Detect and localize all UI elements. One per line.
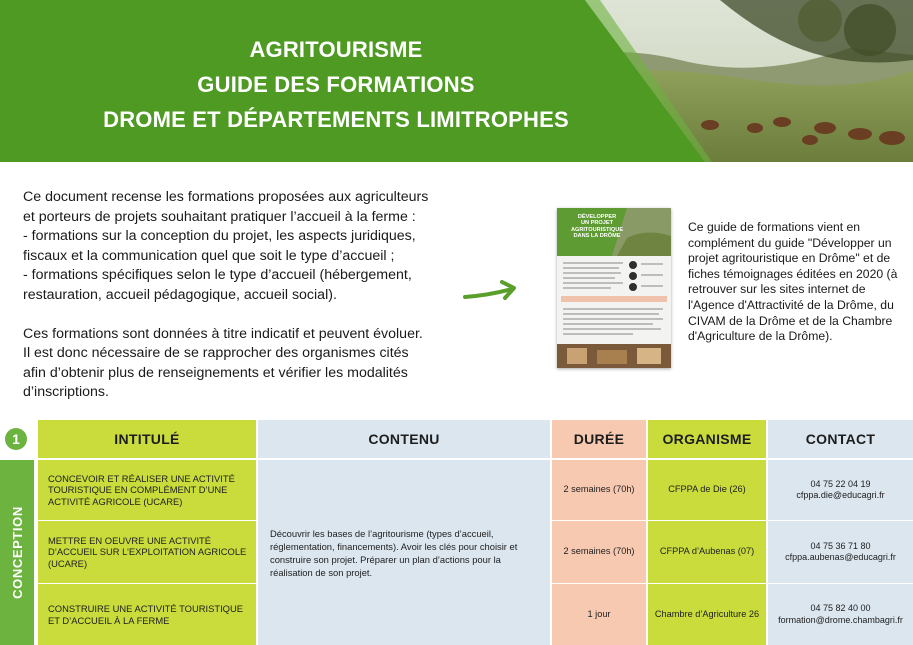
contact-email[interactable]: formation@drome.chambagri.fr: [778, 614, 903, 625]
contact-phone: 04 75 36 71 80: [810, 540, 871, 551]
table-row-title: CONSTRUIRE UNE ACTIVITÉ TOURISTIQUE ET D’ACCUEIL À LA FERME: [48, 603, 243, 626]
contact-email[interactable]: cfppa.die@educagri.fr: [796, 490, 885, 500]
table-row-duration: 2 semaines (70h): [563, 546, 635, 557]
content-description: Découvrir les bases de l’agritourisme (types d’accueil, réglementation, financements). Avoir les clés pour choisir et construire son projet. Préparer un plan d’actions pour la réalisation de son projet.: [270, 527, 518, 578]
table-row-duration: 2 semaines (70h): [563, 484, 635, 495]
thumbnail-title-line: DANS LA DRÔME: [573, 233, 621, 240]
header-organisme: ORGANISME: [648, 420, 766, 458]
table-row-organization: CFPPA d’Aubenas (07): [659, 546, 755, 557]
title-line: GUIDE DES FORMATIONS: [197, 72, 475, 97]
table-row-organization: CFPPA de Die (26): [668, 484, 746, 495]
section-number-badge: 1: [5, 428, 27, 450]
section-label: CONCEPTION: [9, 506, 25, 599]
title-line: AGRITOURISME: [249, 37, 423, 62]
guide-thumbnail: [557, 208, 671, 368]
intro-paragraph: Ce document recense les formations proposées aux agriculteurs et porteurs de projets souhaitant pratiquer l’accueil à la ferme : - formations sur la conception du projet, les aspects juridiques, fiscaux et la communication quel que soit le type d’accueil ; - formations spécifiques selon le type d’accueil (hébergement, restauration, accueil pédagogique, accueil social).: [23, 189, 429, 303]
table-row-contact: [768, 460, 913, 520]
contact-email[interactable]: cfppa.aubenas@educagri.fr: [785, 552, 896, 562]
header-duree: DURÉE: [552, 420, 646, 458]
thumbnail-title-line: AGRITOURISTIQUE: [570, 226, 624, 233]
arrow-right-icon: [462, 276, 522, 306]
training-table: [0, 420, 913, 645]
table-row-contact: [768, 584, 913, 645]
intro-paragraph: Ces formations sont données à titre indicatif et peuvent évoluer. Il est donc nécessaire de se rapprocher des organismes cités afin d’obtenir plus de renseignements et vérifier les modalités d’inscriptions.: [23, 325, 423, 401]
table-row-title: METTRE EN OEUVRE UNE ACTIVITÉ D’ACCUEIL SUR L’EXPLOITATION AGRICOLE (UCARE): [48, 535, 247, 569]
thumbnail-title: [562, 214, 632, 240]
header-intitule: INTITULÉ: [38, 420, 256, 458]
table-row-title: CONCEVOIR ET RÉALISER UNE ACTIVITÉ TOURISTIQUE EN COMPLÉMENT D’UNE ACTIVITÉ AGRICOLE (UCARE): [48, 473, 235, 507]
thumbnail-title-line: DÉVELOPPER: [577, 214, 617, 220]
contact-phone: 04 75 82 40 00: [810, 603, 871, 614]
page-title: [0, 32, 672, 137]
table-row-contact: [768, 521, 913, 583]
table-row-organization: Chambre d’Agriculture 26: [654, 608, 760, 619]
section-label-wrap: [0, 460, 34, 645]
title-line: DROME ET DÉPARTEMENTS LIMITROPHES: [103, 107, 569, 132]
header-banner: [0, 0, 913, 162]
table-row-duration: 1 jour: [587, 608, 611, 619]
contact-phone: 04 75 22 04 19: [810, 478, 871, 489]
thumbnail-body: [557, 256, 671, 368]
header-contenu: CONTENU: [258, 420, 550, 458]
intro-text: [23, 188, 443, 422]
guide-description: Ce guide de formations vient en complément du guide "Développer un projet agritouristique en Drôme" et de fiches témoignages éditées en 2020 (à retrouver sur les sites internet de l'Agence d'Attractivité de la Drôme, du CIVAM de la Drôme et de la Chambre d'Agriculture de la Drôme).: [688, 220, 898, 344]
header-contact: CONTACT: [768, 420, 913, 458]
thumbnail-title-line: UN PROJET: [580, 220, 613, 227]
